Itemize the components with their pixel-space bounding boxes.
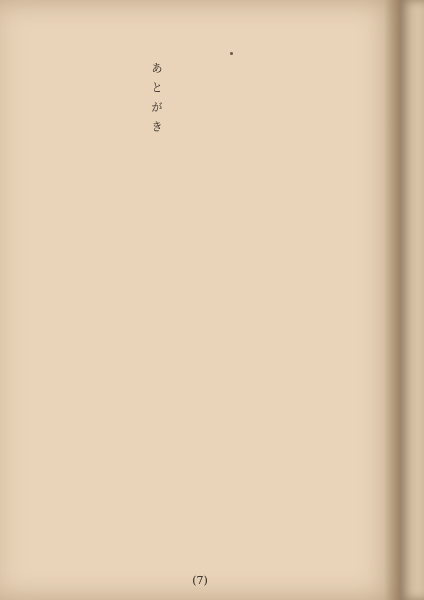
binding-gutter — [384, 0, 400, 600]
page-number: (7) — [192, 574, 208, 587]
ink-dot — [230, 52, 233, 55]
section-heading-afterword: あとがき — [150, 62, 164, 140]
facing-page-edge — [400, 0, 424, 600]
